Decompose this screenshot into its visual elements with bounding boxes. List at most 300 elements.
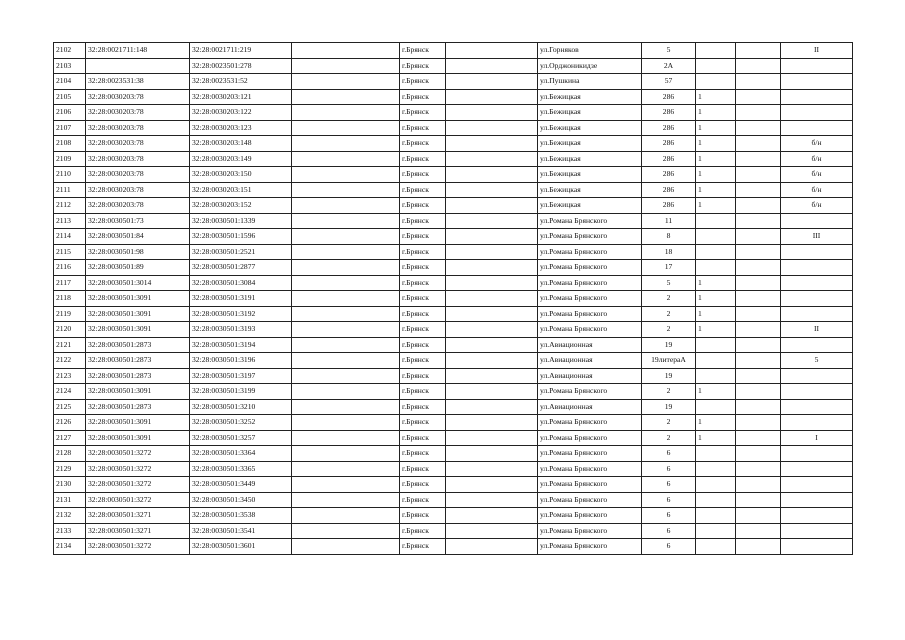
building-mark-cell: 1: [696, 151, 736, 167]
row-number: 2114: [54, 229, 86, 245]
cadastral-parcel-number: 32:28:0030203:78: [86, 151, 190, 167]
empty-cell: [446, 508, 538, 524]
city-cell: г.Брянск: [400, 477, 446, 493]
street-cell: ул.Романа Брянского: [538, 461, 642, 477]
house-number-cell: 286: [642, 105, 696, 121]
empty-cell: [446, 477, 538, 493]
empty-cell: [446, 74, 538, 90]
empty-cell: [446, 105, 538, 121]
table-row: [54, 244, 853, 260]
empty-cell: [292, 198, 400, 214]
row-number: 2117: [54, 275, 86, 291]
premises-cell: [781, 275, 853, 291]
empty-cell: [736, 337, 781, 353]
cadastral-object-number: 32:28:0030501:3450: [190, 492, 292, 508]
table-row: [54, 260, 853, 276]
empty-cell: [446, 198, 538, 214]
street-cell: ул.Бежицкая: [538, 198, 642, 214]
building-mark-cell: 1: [696, 167, 736, 183]
empty-cell: [736, 136, 781, 152]
row-number: 2134: [54, 539, 86, 555]
street-cell: ул.Авиационная: [538, 337, 642, 353]
house-number-cell: 5: [642, 275, 696, 291]
cadastral-parcel-number: 32:28:0023531:38: [86, 74, 190, 90]
cadastral-parcel-number: [86, 58, 190, 74]
cadastral-object-number: 32:28:0030501:3449: [190, 477, 292, 493]
premises-cell: [781, 415, 853, 431]
street-cell: ул.Бежицкая: [538, 151, 642, 167]
row-number: 2104: [54, 74, 86, 90]
table-row: [54, 105, 853, 121]
city-cell: г.Брянск: [400, 198, 446, 214]
empty-cell: [292, 508, 400, 524]
row-number: 2118: [54, 291, 86, 307]
empty-cell: [736, 539, 781, 555]
empty-cell: [292, 74, 400, 90]
house-number-cell: 2: [642, 291, 696, 307]
cadastral-object-number: 32:28:0023501:278: [190, 58, 292, 74]
premises-cell: [781, 384, 853, 400]
empty-cell: [736, 213, 781, 229]
cadastral-parcel-number: 32:28:0030203:78: [86, 120, 190, 136]
empty-cell: [292, 306, 400, 322]
street-cell: ул.Романа Брянского: [538, 477, 642, 493]
premises-cell: б/н: [781, 136, 853, 152]
row-number: 2123: [54, 368, 86, 384]
building-mark-cell: [696, 353, 736, 369]
cadastral-parcel-number: 32:28:0030501:73: [86, 213, 190, 229]
city-cell: г.Брянск: [400, 322, 446, 338]
house-number-cell: 17: [642, 260, 696, 276]
table-row: [54, 89, 853, 105]
empty-cell: [292, 337, 400, 353]
row-number: 2115: [54, 244, 86, 260]
building-mark-cell: 1: [696, 275, 736, 291]
empty-cell: [292, 322, 400, 338]
row-number: 2120: [54, 322, 86, 338]
street-cell: ул.Романа Брянского: [538, 275, 642, 291]
empty-cell: [292, 105, 400, 121]
cadastral-object-number: 32:28:0030203:148: [190, 136, 292, 152]
city-cell: г.Брянск: [400, 260, 446, 276]
premises-cell: [781, 105, 853, 121]
empty-cell: [736, 384, 781, 400]
empty-cell: [736, 151, 781, 167]
empty-cell: [446, 368, 538, 384]
empty-cell: [292, 120, 400, 136]
cadastral-object-number: 32:28:0030203:150: [190, 167, 292, 183]
empty-cell: [446, 353, 538, 369]
row-number: 2106: [54, 105, 86, 121]
house-number-cell: 286: [642, 136, 696, 152]
building-mark-cell: [696, 477, 736, 493]
cadastral-parcel-number: 32:28:0030203:78: [86, 167, 190, 183]
building-mark-cell: 1: [696, 105, 736, 121]
empty-cell: [736, 229, 781, 245]
house-number-cell: 18: [642, 244, 696, 260]
empty-cell: [292, 415, 400, 431]
empty-cell: [446, 151, 538, 167]
empty-cell: [446, 58, 538, 74]
cadastral-parcel-number: 32:28:0030501:89: [86, 260, 190, 276]
row-number: 2102: [54, 43, 86, 59]
street-cell: ул.Романа Брянского: [538, 523, 642, 539]
building-mark-cell: [696, 229, 736, 245]
city-cell: г.Брянск: [400, 167, 446, 183]
premises-cell: [781, 446, 853, 462]
empty-cell: [446, 167, 538, 183]
table-row: [54, 415, 853, 431]
cadastral-object-number: 32:28:0030501:1339: [190, 213, 292, 229]
city-cell: г.Брянск: [400, 229, 446, 245]
street-cell: ул.Романа Брянского: [538, 213, 642, 229]
empty-cell: [736, 523, 781, 539]
empty-cell: [736, 275, 781, 291]
row-number: 2110: [54, 167, 86, 183]
row-number: 2107: [54, 120, 86, 136]
table-row: [54, 477, 853, 493]
cadastral-object-number: 32:28:0030501:3199: [190, 384, 292, 400]
table-row: [54, 182, 853, 198]
premises-cell: [781, 523, 853, 539]
city-cell: г.Брянск: [400, 384, 446, 400]
premises-cell: б/н: [781, 182, 853, 198]
empty-cell: [736, 43, 781, 59]
cadastral-parcel-number: 32:28:0030203:78: [86, 89, 190, 105]
cadastral-object-number: 32:28:0030501:3601: [190, 539, 292, 555]
empty-cell: [292, 151, 400, 167]
empty-cell: [446, 492, 538, 508]
cadastral-parcel-number: 32:28:0030501:3091: [86, 322, 190, 338]
table-row: [54, 58, 853, 74]
table-body: [54, 43, 853, 555]
building-mark-cell: 1: [696, 136, 736, 152]
empty-cell: [292, 260, 400, 276]
house-number-cell: 6: [642, 446, 696, 462]
house-number-cell: 6: [642, 539, 696, 555]
cadastral-object-number: 32:28:0030501:3192: [190, 306, 292, 322]
building-mark-cell: [696, 508, 736, 524]
building-mark-cell: [696, 337, 736, 353]
street-cell: ул.Романа Брянского: [538, 322, 642, 338]
cadastral-object-number: 32:28:0030203:149: [190, 151, 292, 167]
cadastral-object-number: 32:28:0030501:3257: [190, 430, 292, 446]
cadastral-parcel-number: 32:28:0030501:3272: [86, 492, 190, 508]
cadastral-object-number: 32:28:0030501:3538: [190, 508, 292, 524]
table-row: [54, 399, 853, 415]
cadastral-object-number: 32:28:0030501:2521: [190, 244, 292, 260]
street-cell: ул.Романа Брянского: [538, 306, 642, 322]
cadastral-parcel-number: 32:28:0030501:2873: [86, 399, 190, 415]
row-number: 2113: [54, 213, 86, 229]
empty-cell: [292, 58, 400, 74]
building-mark-cell: 1: [696, 198, 736, 214]
table-row: [54, 322, 853, 338]
empty-cell: [736, 322, 781, 338]
street-cell: ул.Бежицкая: [538, 182, 642, 198]
empty-cell: [736, 399, 781, 415]
house-number-cell: 2: [642, 384, 696, 400]
street-cell: ул.Пушкина: [538, 74, 642, 90]
building-mark-cell: [696, 213, 736, 229]
city-cell: г.Брянск: [400, 244, 446, 260]
building-mark-cell: [696, 74, 736, 90]
house-number-cell: 19: [642, 368, 696, 384]
empty-cell: [446, 306, 538, 322]
house-number-cell: 6: [642, 492, 696, 508]
empty-cell: [292, 353, 400, 369]
table-row: [54, 275, 853, 291]
cadastral-object-number: 32:28:0030501:1596: [190, 229, 292, 245]
street-cell: ул.Романа Брянского: [538, 291, 642, 307]
premises-cell: [781, 539, 853, 555]
cadastral-object-number: 32:28:0030501:3364: [190, 446, 292, 462]
cadastral-parcel-number: 32:28:0030501:3272: [86, 461, 190, 477]
empty-cell: [292, 43, 400, 59]
city-cell: г.Брянск: [400, 182, 446, 198]
premises-cell: [781, 477, 853, 493]
empty-cell: [446, 244, 538, 260]
cadastral-parcel-number: 32:28:0030501:3091: [86, 384, 190, 400]
cadastral-parcel-number: 32:28:0030501:2873: [86, 337, 190, 353]
cadastral-parcel-number: 32:28:0030501:98: [86, 244, 190, 260]
city-cell: г.Брянск: [400, 492, 446, 508]
street-cell: ул.Бежицкая: [538, 136, 642, 152]
table-row: [54, 291, 853, 307]
premises-cell: [781, 120, 853, 136]
city-cell: г.Брянск: [400, 58, 446, 74]
row-number: 2126: [54, 415, 86, 431]
cadastral-object-number: 32:28:0030501:3365: [190, 461, 292, 477]
empty-cell: [292, 275, 400, 291]
city-cell: г.Брянск: [400, 353, 446, 369]
table-row: [54, 446, 853, 462]
premises-cell: [781, 306, 853, 322]
house-number-cell: 286: [642, 182, 696, 198]
cadastral-object-number: 32:28:0030203:123: [190, 120, 292, 136]
empty-cell: [736, 182, 781, 198]
empty-cell: [446, 461, 538, 477]
premises-cell: [781, 260, 853, 276]
street-cell: ул.Авиационная: [538, 399, 642, 415]
house-number-cell: 2: [642, 306, 696, 322]
empty-cell: [292, 446, 400, 462]
table-row: [54, 229, 853, 245]
empty-cell: [736, 492, 781, 508]
street-cell: ул.Авиационная: [538, 368, 642, 384]
city-cell: г.Брянск: [400, 213, 446, 229]
building-mark-cell: 1: [696, 384, 736, 400]
cadastral-object-number: 32:28:0030203:152: [190, 198, 292, 214]
house-number-cell: 19литераА: [642, 353, 696, 369]
row-number: 2130: [54, 477, 86, 493]
cadastral-object-number: 32:28:0030501:3252: [190, 415, 292, 431]
city-cell: г.Брянск: [400, 415, 446, 431]
table-row: [54, 74, 853, 90]
cadastral-object-number: 32:28:0030501:3191: [190, 291, 292, 307]
premises-cell: [781, 368, 853, 384]
empty-cell: [736, 477, 781, 493]
city-cell: г.Брянск: [400, 105, 446, 121]
table-row: [54, 523, 853, 539]
building-mark-cell: 1: [696, 120, 736, 136]
street-cell: ул.Бежицкая: [538, 89, 642, 105]
cadastral-object-number: 32:28:0030501:3194: [190, 337, 292, 353]
city-cell: г.Брянск: [400, 120, 446, 136]
empty-cell: [736, 120, 781, 136]
table-row: [54, 198, 853, 214]
premises-cell: [781, 508, 853, 524]
row-number: 2131: [54, 492, 86, 508]
city-cell: г.Брянск: [400, 446, 446, 462]
empty-cell: [292, 244, 400, 260]
cadastral-parcel-number: 32:28:0030501:3091: [86, 415, 190, 431]
premises-cell: [781, 89, 853, 105]
house-number-cell: 2: [642, 430, 696, 446]
empty-cell: [292, 213, 400, 229]
house-number-cell: 8: [642, 229, 696, 245]
empty-cell: [292, 291, 400, 307]
empty-cell: [736, 167, 781, 183]
city-cell: г.Брянск: [400, 399, 446, 415]
city-cell: г.Брянск: [400, 275, 446, 291]
empty-cell: [736, 415, 781, 431]
cadastral-object-number: 32:28:0030501:3193: [190, 322, 292, 338]
building-mark-cell: [696, 260, 736, 276]
city-cell: г.Брянск: [400, 368, 446, 384]
house-number-cell: 286: [642, 151, 696, 167]
cadastral-object-number: 32:28:0030501:3541: [190, 523, 292, 539]
house-number-cell: 11: [642, 213, 696, 229]
building-mark-cell: 1: [696, 430, 736, 446]
cadastral-object-number: 32:28:0030501:2877: [190, 260, 292, 276]
cadastral-parcel-number: 32:28:0030501:3272: [86, 539, 190, 555]
empty-cell: [446, 89, 538, 105]
building-mark-cell: [696, 446, 736, 462]
cadastral-parcel-number: 32:28:0030501:2873: [86, 368, 190, 384]
empty-cell: [446, 446, 538, 462]
house-number-cell: 286: [642, 89, 696, 105]
empty-cell: [446, 229, 538, 245]
house-number-cell: 6: [642, 508, 696, 524]
street-cell: ул.Бежицкая: [538, 105, 642, 121]
cadastral-parcel-number: 32:28:0030501:3271: [86, 523, 190, 539]
cadastral-parcel-number: 32:28:0030203:78: [86, 182, 190, 198]
empty-cell: [446, 120, 538, 136]
empty-cell: [292, 182, 400, 198]
premises-cell: [781, 244, 853, 260]
cadastral-parcel-number: 32:28:0030501:3272: [86, 477, 190, 493]
premises-cell: [781, 291, 853, 307]
cadastral-object-number: 32:28:0030501:3197: [190, 368, 292, 384]
premises-cell: II: [781, 43, 853, 59]
empty-cell: [292, 384, 400, 400]
table-row: [54, 508, 853, 524]
cadastral-object-number: 32:28:0030501:3210: [190, 399, 292, 415]
city-cell: г.Брянск: [400, 539, 446, 555]
empty-cell: [292, 539, 400, 555]
city-cell: г.Брянск: [400, 136, 446, 152]
building-mark-cell: 1: [696, 306, 736, 322]
row-number: 2124: [54, 384, 86, 400]
street-cell: ул.Авиационная: [538, 353, 642, 369]
cadastral-parcel-number: 32:28:0030501:84: [86, 229, 190, 245]
city-cell: г.Брянск: [400, 523, 446, 539]
building-mark-cell: 1: [696, 89, 736, 105]
city-cell: г.Брянск: [400, 74, 446, 90]
row-number: 2111: [54, 182, 86, 198]
street-cell: ул.Бежицкая: [538, 167, 642, 183]
building-mark-cell: [696, 461, 736, 477]
cadastral-parcel-number: 32:28:0030501:3091: [86, 291, 190, 307]
row-number: 2116: [54, 260, 86, 276]
registry-table: [53, 42, 853, 555]
cadastral-object-number: 32:28:0021711:219: [190, 43, 292, 59]
building-mark-cell: [696, 539, 736, 555]
street-cell: ул.Горняков: [538, 43, 642, 59]
empty-cell: [736, 430, 781, 446]
cadastral-parcel-number: 32:28:0030501:3272: [86, 446, 190, 462]
cadastral-parcel-number: 32:28:0030203:78: [86, 105, 190, 121]
empty-cell: [446, 43, 538, 59]
empty-cell: [736, 461, 781, 477]
building-mark-cell: [696, 244, 736, 260]
building-mark-cell: [696, 399, 736, 415]
empty-cell: [446, 430, 538, 446]
row-number: 2112: [54, 198, 86, 214]
table-row: [54, 430, 853, 446]
empty-cell: [446, 415, 538, 431]
row-number: 2121: [54, 337, 86, 353]
house-number-cell: 6: [642, 523, 696, 539]
street-cell: ул.Романа Брянского: [538, 384, 642, 400]
house-number-cell: 5: [642, 43, 696, 59]
premises-cell: б/н: [781, 198, 853, 214]
house-number-cell: 2: [642, 415, 696, 431]
premises-cell: [781, 74, 853, 90]
city-cell: г.Брянск: [400, 461, 446, 477]
premises-cell: [781, 213, 853, 229]
premises-cell: [781, 492, 853, 508]
empty-cell: [736, 74, 781, 90]
house-number-cell: 2А: [642, 58, 696, 74]
city-cell: г.Брянск: [400, 43, 446, 59]
empty-cell: [292, 461, 400, 477]
table-row: [54, 461, 853, 477]
cadastral-object-number: 32:28:0023531:52: [190, 74, 292, 90]
row-number: 2132: [54, 508, 86, 524]
table-row: [54, 368, 853, 384]
empty-cell: [446, 275, 538, 291]
cadastral-parcel-number: 32:28:0030203:78: [86, 136, 190, 152]
city-cell: г.Брянск: [400, 306, 446, 322]
row-number: 2108: [54, 136, 86, 152]
premises-cell: III: [781, 229, 853, 245]
table-row: [54, 306, 853, 322]
premises-cell: [781, 337, 853, 353]
row-number: 2109: [54, 151, 86, 167]
building-mark-cell: 1: [696, 322, 736, 338]
table-row: [54, 539, 853, 555]
premises-cell: II: [781, 322, 853, 338]
empty-cell: [446, 213, 538, 229]
building-mark-cell: [696, 58, 736, 74]
table-row: [54, 492, 853, 508]
cadastral-parcel-number: 32:28:0030203:78: [86, 198, 190, 214]
empty-cell: [736, 306, 781, 322]
house-number-cell: 6: [642, 477, 696, 493]
row-number: 2122: [54, 353, 86, 369]
